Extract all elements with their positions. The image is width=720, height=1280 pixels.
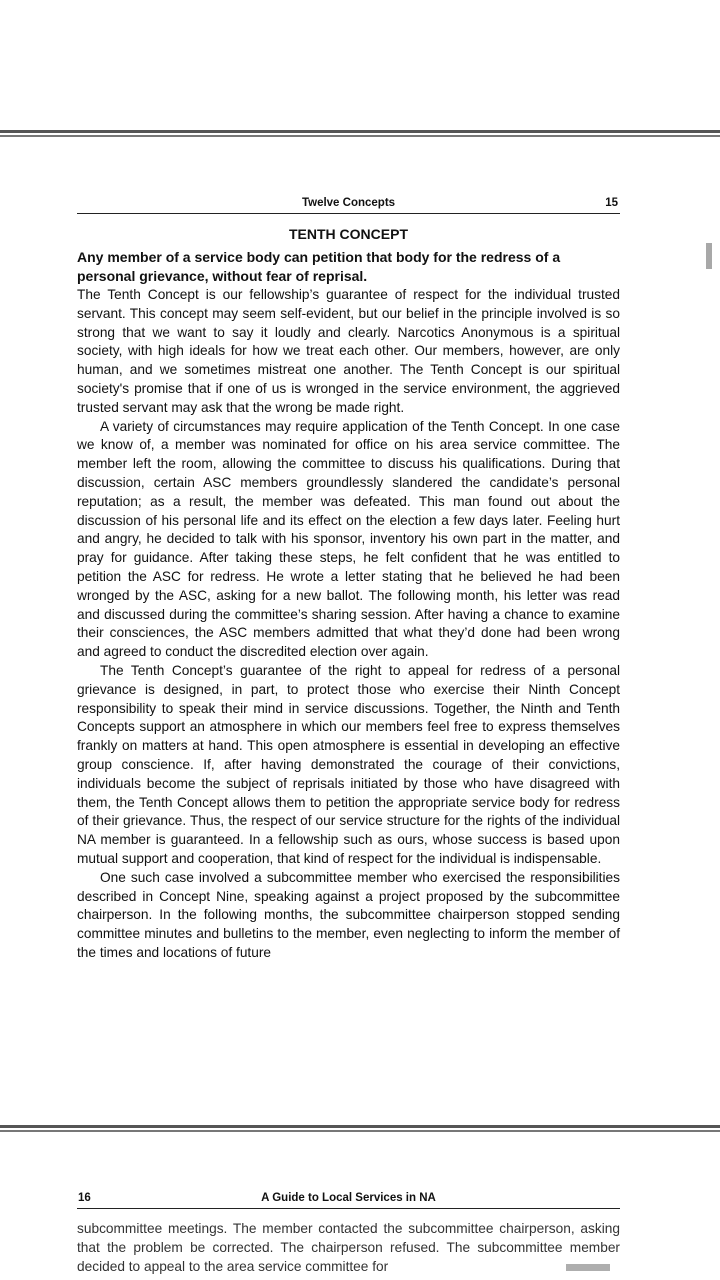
divider-line bbox=[0, 1125, 720, 1128]
page-divider-bottom bbox=[0, 1125, 720, 1133]
page-number: 15 bbox=[605, 197, 618, 209]
divider-line bbox=[0, 130, 720, 133]
paragraph: A variety of circumstances may require application of the Tenth Concept. In one case we know of, a member was nominated for office on his area service committee. The member left the room, allowing the committee to discuss his qualifications. During that discussion, certain ASC members groundlessly slandered the candidate’s personal reputation; as a result, the member was defeated. This man found out about the discussion of his personal life and its effect on the election a few days later. Feeling hurt and angry, he decided to talk with his sponsor, inventory his own part in the matter, and pray for guidance. After taking these steps, he felt confident that he was entitled to petition the ASC for redress. He wrote a letter stating that he believed he had been wronged by the ASC, asking for a new ballot. The following month, his letter was read and discussed during the committee’s sharing session. After having a chance to examine their consciences, the ASC members admitted that what they’d done had been wrong and agreed to conduct the discredited election over again. bbox=[77, 418, 620, 660]
paragraph: The Tenth Concept is our fellowship’s guarantee of respect for the individual trusted servant. This concept may seem self-evident, but our belief in the principle involved is so strong that we want to say it loudly and clearly. Narcotics Anonymous is a spiritual society, with high ideals for how we treat each other. Our members, however, are only human, and we sometimes mistreat one another. The Tenth Concept is our spiritual society's promise that if one of us is wronged in the service environment, the aggrieved trusted servant may ask that the wrong be made right. bbox=[77, 287, 620, 415]
page-scroll-handle[interactable] bbox=[566, 1264, 610, 1271]
body-text: subcommittee meetings. The member contacted the subcommittee chairperson, asking that the problem be corrected. The chairperson refused. The subcommittee member decided to appeal to the area service committee for bbox=[77, 1221, 620, 1274]
page-divider-top bbox=[0, 130, 720, 138]
page-header bbox=[77, 195, 620, 214]
divider-line bbox=[0, 1130, 720, 1132]
page-header bbox=[77, 1190, 620, 1209]
paragraph: One such case involved a subcommittee member who exercised the responsibilities described in Concept Nine, speaking against a project proposed by the subcommittee chairperson. In the following months, the subcommittee chairperson stopped sending committee minutes and bulletins to the member, even neglecting to inform the member of the times and locations of future bbox=[77, 869, 620, 960]
concept-statement: Any member of a service body can petition that body for the redress of a personal grievance, without fear of reprisal. bbox=[77, 249, 561, 284]
body-text bbox=[77, 286, 620, 963]
running-title: Twelve Concepts bbox=[301, 197, 396, 209]
running-title: A Guide to Local Services in NA bbox=[261, 1192, 436, 1204]
page-number: 16 bbox=[78, 1192, 91, 1204]
scrollbar-thumb[interactable] bbox=[706, 243, 712, 269]
divider-line bbox=[0, 135, 720, 137]
paragraph: The Tenth Concept’s guarantee of the right to appeal for redress of a personal grievance is designed, in part, to protect those who exercise their Ninth Concept responsibility to speak their mind in service discussions. Together, the Ninth and Tenth Concepts support an atmosphere in which our members feel free to express themselves frankly on matters at hand. This open atmosphere is essential in developing an effective group conscience. If, after having demonstrated the courage of their convictions, individuals become the subject of reprisals initiated by those who have disagreed with them, the Tenth Concept allows them to petition the appropriate service body for redress of their grievance. Thus, the respect of our service structure for the rights of the individual NA member is guaranteed. In a fellowship such as ours, whose success is based upon mutual support and cooperation, that kind of respect for the individual is indispensable. bbox=[77, 662, 620, 866]
section-title: TENTH CONCEPT bbox=[289, 226, 408, 242]
